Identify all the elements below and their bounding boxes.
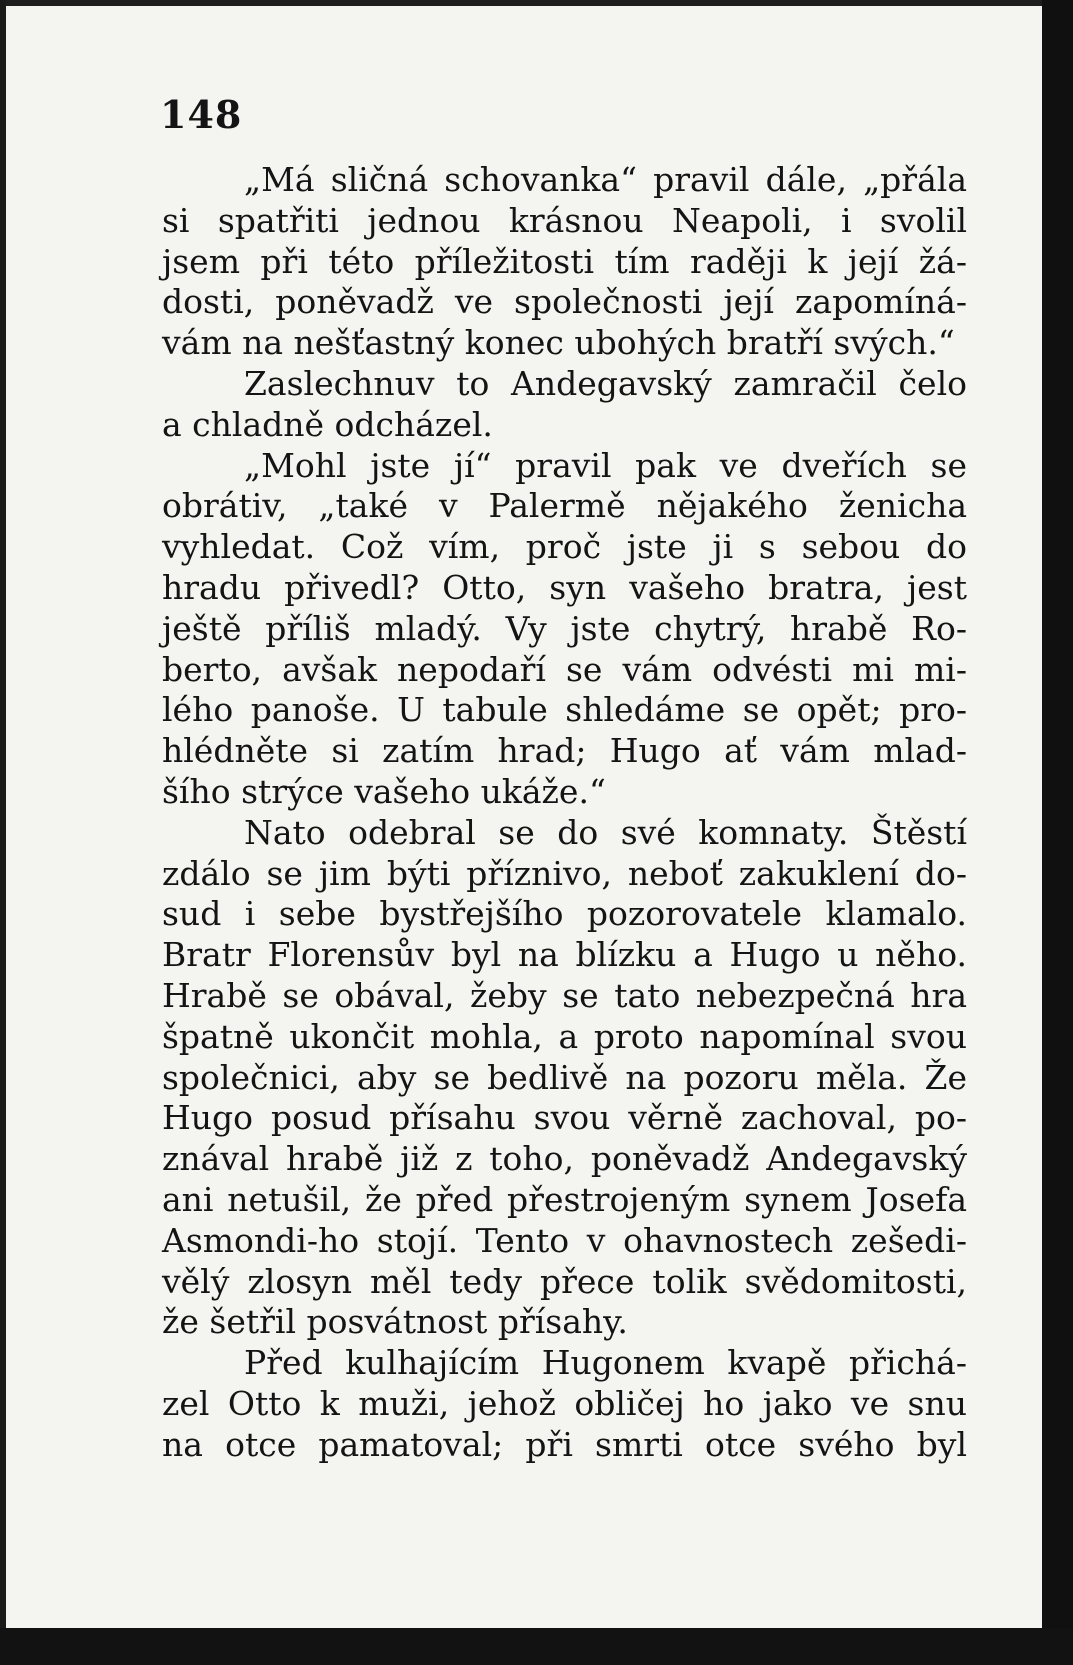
text-line: Hugo posud přísahu svou věrně zachoval, po-: [162, 1098, 967, 1138]
text-line: Zaslechnuv to Andegavský zamračil čelo: [244, 363, 967, 403]
text-line: Hrabě se obával, žeby se tato nebezpečná hra: [162, 975, 967, 1015]
text-line: ještě příliš mladý. Vy jste chytrý, hrabě Ro-: [162, 608, 967, 648]
text-line: vyhledat. Což vím, proč jste ji s sebou do: [162, 527, 967, 567]
text-line: společnici, aby se bedlivě na pozoru měla. Že: [162, 1057, 967, 1097]
text-line: Asmondi-ho stojí. Tento v ohavnostech zešedi-: [162, 1220, 967, 1260]
text-line: vělý zlosyn měl tedy přece tolik svědomitosti,: [162, 1261, 967, 1301]
text-line: sud i sebe bystřejšího pozorovatele klamalo.: [162, 894, 967, 934]
text-line: vám na nešťastný konec ubohých bratří svých.“: [162, 323, 955, 363]
text-line: a chladně odcházel.: [162, 404, 493, 444]
text-line: zel Otto k muži, jehož obličej ho jako ve snu: [162, 1383, 967, 1423]
text-line: obrátiv, „také v Palermě nějakého ženicha: [162, 486, 967, 526]
text-line: zdálo se jim býti příznivo, neboť zakuklení do-: [162, 853, 967, 893]
text-line: jsem při této příležitosti tím raději k její žá-: [162, 241, 967, 281]
text-line: hradu přivedl? Otto, syn vašeho bratra, jest: [162, 567, 967, 607]
text-line: špatně ukončit mohla, a proto napomínal svou: [162, 1016, 967, 1056]
text-line: hlédněte si zatím hrad; Hugo ať vám mlad-: [162, 731, 967, 771]
text-line: berto, avšak nepodaří se vám odvésti mi mi-: [162, 649, 967, 689]
scan-edge-top: [0, 0, 1073, 6]
text-line: Bratr Florensův byl na blízku a Hugo u něho.: [162, 935, 967, 975]
text-line: Nato odebral se do své komnaty. Štěstí: [244, 812, 967, 852]
text-line: znával hrabě již z toho, poněvadž Andegavský: [162, 1139, 967, 1179]
scan-edge-left: [0, 0, 6, 1665]
text-line: si spatřiti jednou krásnou Neapoli, i svolil: [162, 200, 967, 240]
text-line: Před kulhajícím Hugonem kvapě přichá-: [244, 1343, 967, 1383]
scan-edge-right: [1042, 0, 1073, 1665]
text-line: dosti, poněvadž ve společnosti její zapomíná-: [162, 282, 967, 322]
scan-edge-bottom: [0, 1628, 1073, 1665]
text-line: že šetřil posvátnost přísahy.: [162, 1302, 628, 1342]
text-line: lého panoše. U tabule shledáme se opět; pro-: [162, 690, 967, 730]
body-text: [162, 160, 967, 1466]
page-number: 148: [160, 92, 243, 137]
text-line: ani netušil, že před přestrojeným synem Josefa: [162, 1179, 967, 1219]
text-line: šího strýce vašeho ukáže.“: [162, 771, 606, 811]
text-line: na otce pamatoval; při smrti otce svého byl: [162, 1424, 967, 1464]
text-line: „Mohl jste jí“ pravil pak ve dveřích se: [244, 445, 967, 485]
text-line: „Má sličná schovanka“ pravil dále, „přála: [244, 160, 967, 199]
